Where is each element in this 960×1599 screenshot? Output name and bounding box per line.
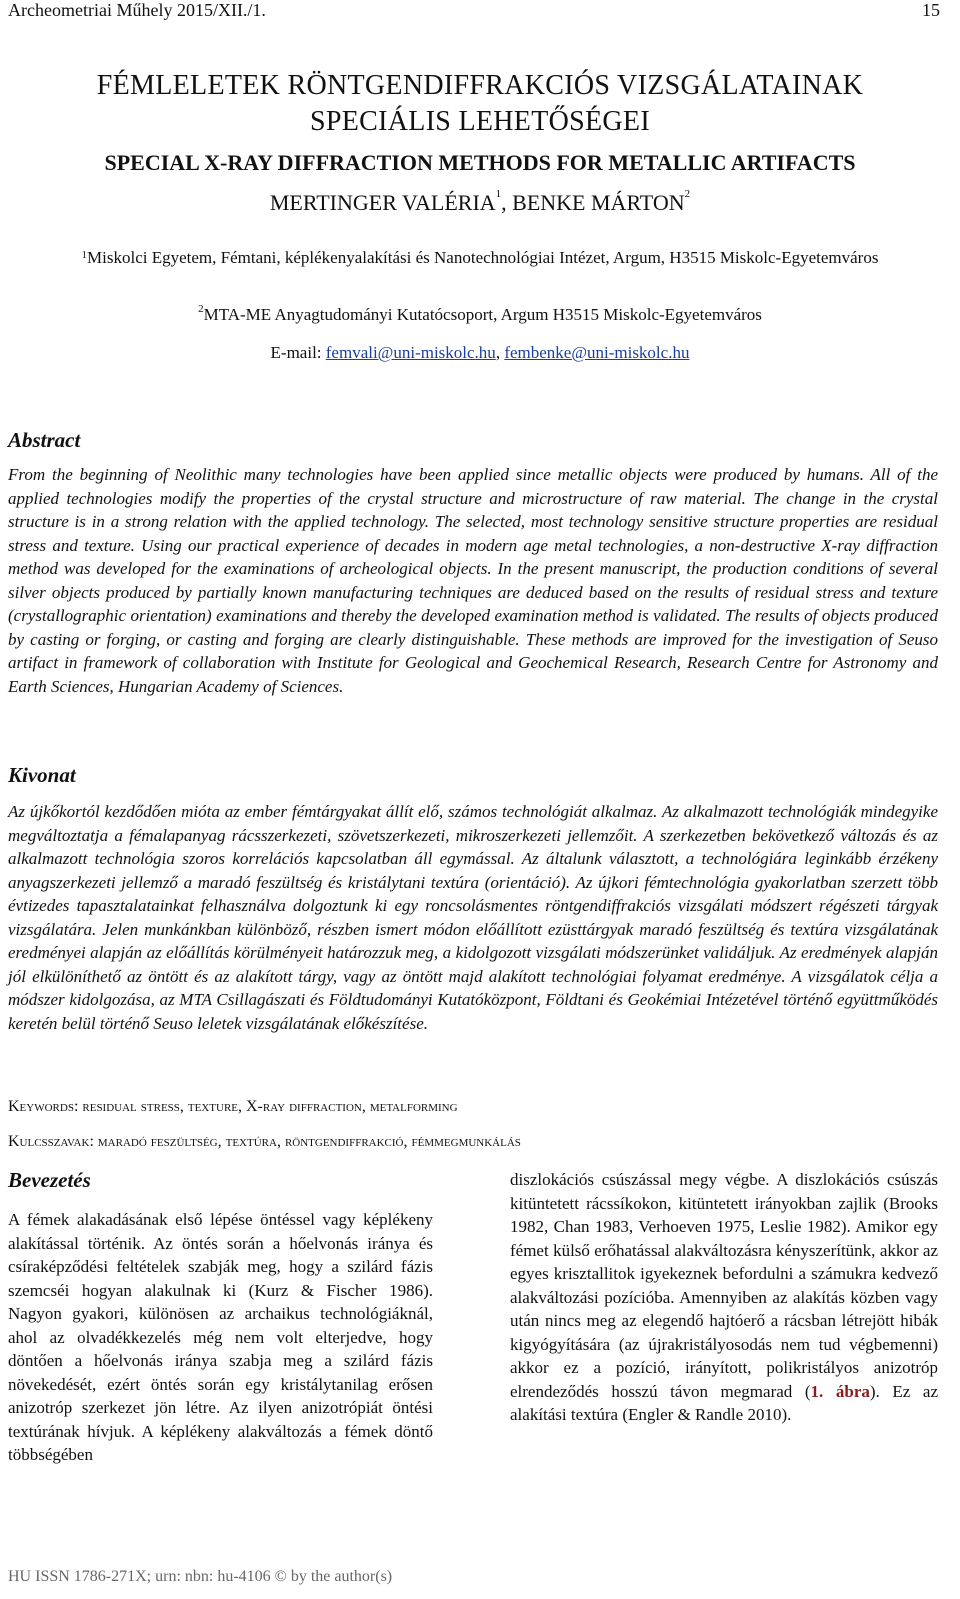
- author-2: BENKE MÁRTON: [512, 190, 685, 215]
- title-hungarian-line1: FÉMLELETEK RÖNTGENDIFFRAKCIÓS VIZSGÁLATAINAK: [96, 70, 864, 101]
- affiliation-2-sup: 2: [198, 303, 204, 315]
- email-separator: ,: [495, 343, 505, 362]
- journal-header: Archeometriai Műhely 2015/XII./1.: [8, 0, 266, 20]
- intro-left-column: A fémek alakadásának első lépése öntéssel vagy képlékeny alakítással történik. Az öntés során a hőelvonás iránya és csíraképződési feltételek szabják meg, hogy a szilárd fázis szemcséi hogyan alakulnak ki (Kurz & Fischer 1986). Nagyon gyakori, különösen az archaikus technológiáknál, ahol az olvadékkezelés még nem volt elterjedve, hogy döntően a hőelvonás iránya szabja meg a szilárd fázis növekedését, ezért öntés során egy kristálytanilag erősen anizotróp szerkezet jön létre. Az ilyen anizotrópiát öntési textúrának hívjuk. A képlékeny alakváltozás a fémek döntő többségében: [8, 1210, 433, 1464]
- affiliation-2: [0, 305, 960, 325]
- authors: [0, 190, 960, 216]
- affiliation-1-text: Miskolci Egyetem, Fémtani, képlékenyalakítási és Nanotechnológiai Intézet, Argum, H3515 Miskolc-Egyetemváros: [87, 248, 879, 267]
- kivonat-heading: Kivonat: [8, 763, 76, 787]
- author-1: MERTINGER VALÉRIA: [269, 190, 496, 215]
- intro-right-column: [510, 1168, 938, 1427]
- title-english: SPECIAL X-RAY DIFFRACTION METHODS FOR METALLIC ARTIFACTS: [104, 150, 856, 175]
- kivonat-text: Az újkőkortól kezdődően mióta az ember fémtárgyakat állít elő, számos technológiát alkalmaz. Az alkalmazott technológiák mindegyike megváltoztatja a fémalapanyag rácsszerkezeti, szövetszerkezeti, mikroszerkezeti jellemzőit. A szerkezetben bekövetkező változás és az alkalmazott technológia szoros korrelációs kapcsolatban áll egymással. Az általunk választott, a technológiára leginkább érzékeny anyagszerkezeti jellemző a maradó feszültség és kristálytani textúra (orientáció). Az újkori fémtechnológia gyakorlatban szerzett több évtizedes tapasztalatainkat felhasználva dolgoztunk ki egy roncsolásmentes röntgendiffrakciós vizsgálati módszert régészeti tárgyak vizsgálatára. Jelen munkánkban különböző, részben ismert módon előállított ezüsttárgyak maradó feszültség és textúra vizsgálatának eredményei alapján az előállítás körülményeit határozzuk meg, a kidolgozott vizsgálati módszerünket validáljuk. Az eredmények alapján jól elkülöníthető az öntött és az alakított tárgy, vagy az öntött majd alakított technológiai folyamat eredménye. A vizsgálatok célja a módszer kidolgozása, az MTA Csillagászati és Földtudományi Kutatóközpont, Földtani és Geokémiai Intézetével történő együttműködés keretén belül történő Seuso leletek vizsgálatának előkészítése.: [8, 802, 938, 1033]
- abstract-text: From the beginning of Neolithic many technologies have been applied since metallic objects were produced by humans. All of the applied technologies modify the properties of the crystal structure and microstructure of raw material. The change in the crystal structure is in a strong relation with the applied technology. The selected, most technology sensitive structure properties are residual stress and texture. Using our practical experience of decades in modern age metal technologies, a non-destructive X-ray diffraction method was developed for the examinations of archeological objects. In the present manuscript, the production conditions of several silver objects produced by partially known manufacturing techniques are deduced based on the results of residual stress and texture (crystallographic orientation) examinations and thereby the developed examination method is validated. The results of objects produced by casting or forging, or casting and forging are clearly distinguishable. These methods are improved for the investigation of Seuso artifact in framework of collaboration with Institute for Geological and Geochemical Research, Research Centre for Astronomy and Earth Sciences, Hungarian Academy of Sciences.: [8, 465, 938, 696]
- author-separator: ,: [501, 190, 513, 215]
- email-line: [0, 343, 960, 363]
- email-link-2[interactable]: fembenke@uni-miskolc.hu: [504, 343, 690, 362]
- email-label: E-mail:: [270, 343, 326, 362]
- affiliation-2-text: MTA-ME Anyagtudományi Kutatócsoport, Argum H3515 Miskolc-Egyetemváros: [203, 305, 762, 324]
- keywords-english: Keywords: residual stress, texture, X-ray diffraction, metalforming: [8, 1098, 458, 1115]
- affiliation-1: [40, 246, 920, 269]
- abstract-heading: Abstract: [8, 428, 81, 452]
- affiliation-1-sup: 1: [81, 249, 88, 261]
- page-number: 15: [922, 0, 940, 20]
- intro-right-text-1: diszlokációs csúszással megy végbe. A diszlokációs csúszás kitüntetett rácssíkokon, kitüntetett irányokban zajlik (Brooks 1982, Chan 1983, Verhoeven 1975, Leslie 1982). Amikor egy fémet külső erőhatással alakváltozásra kényszerítünk, akkor az egyes krisztallitok igyekeznek befordulni a számukra kedvező alakváltozási pozícióba. Amennyiben az alakítás közben vagy után nincs meg az elegendő hajtóerő a rácsban létrejött hibák kigyógyítására (az újrakristályosodás nem tud végbemenni) akkor ez a pozíció, irányított, polikristályos anizotróp elrendeződés hosszú távon megmarad (: [510, 1170, 938, 1401]
- author-1-sup: 1: [495, 188, 502, 200]
- footer-issn: HU ISSN 1786-271X; urn: nbn: hu-4106 © by the author(s): [8, 1568, 393, 1585]
- title-hungarian-line2: SPECIÁLIS LEHETŐSÉGEI: [310, 106, 650, 137]
- intro-heading: Bevezetés: [8, 1168, 91, 1192]
- author-2-sup: 2: [684, 188, 691, 200]
- email-link-1[interactable]: femvali@uni-miskolc.hu: [325, 343, 496, 362]
- intro-right-text-2: ). Ez az alakítási textúra (Engler & Randle 2010).: [510, 1381, 939, 1424]
- keywords-hungarian: Kulcsszavak: maradó feszültség, textúra, röntgendiffrakció, fémmegmunkálás: [8, 1133, 521, 1150]
- figure-reference-link[interactable]: 1. ábra: [810, 1381, 870, 1401]
